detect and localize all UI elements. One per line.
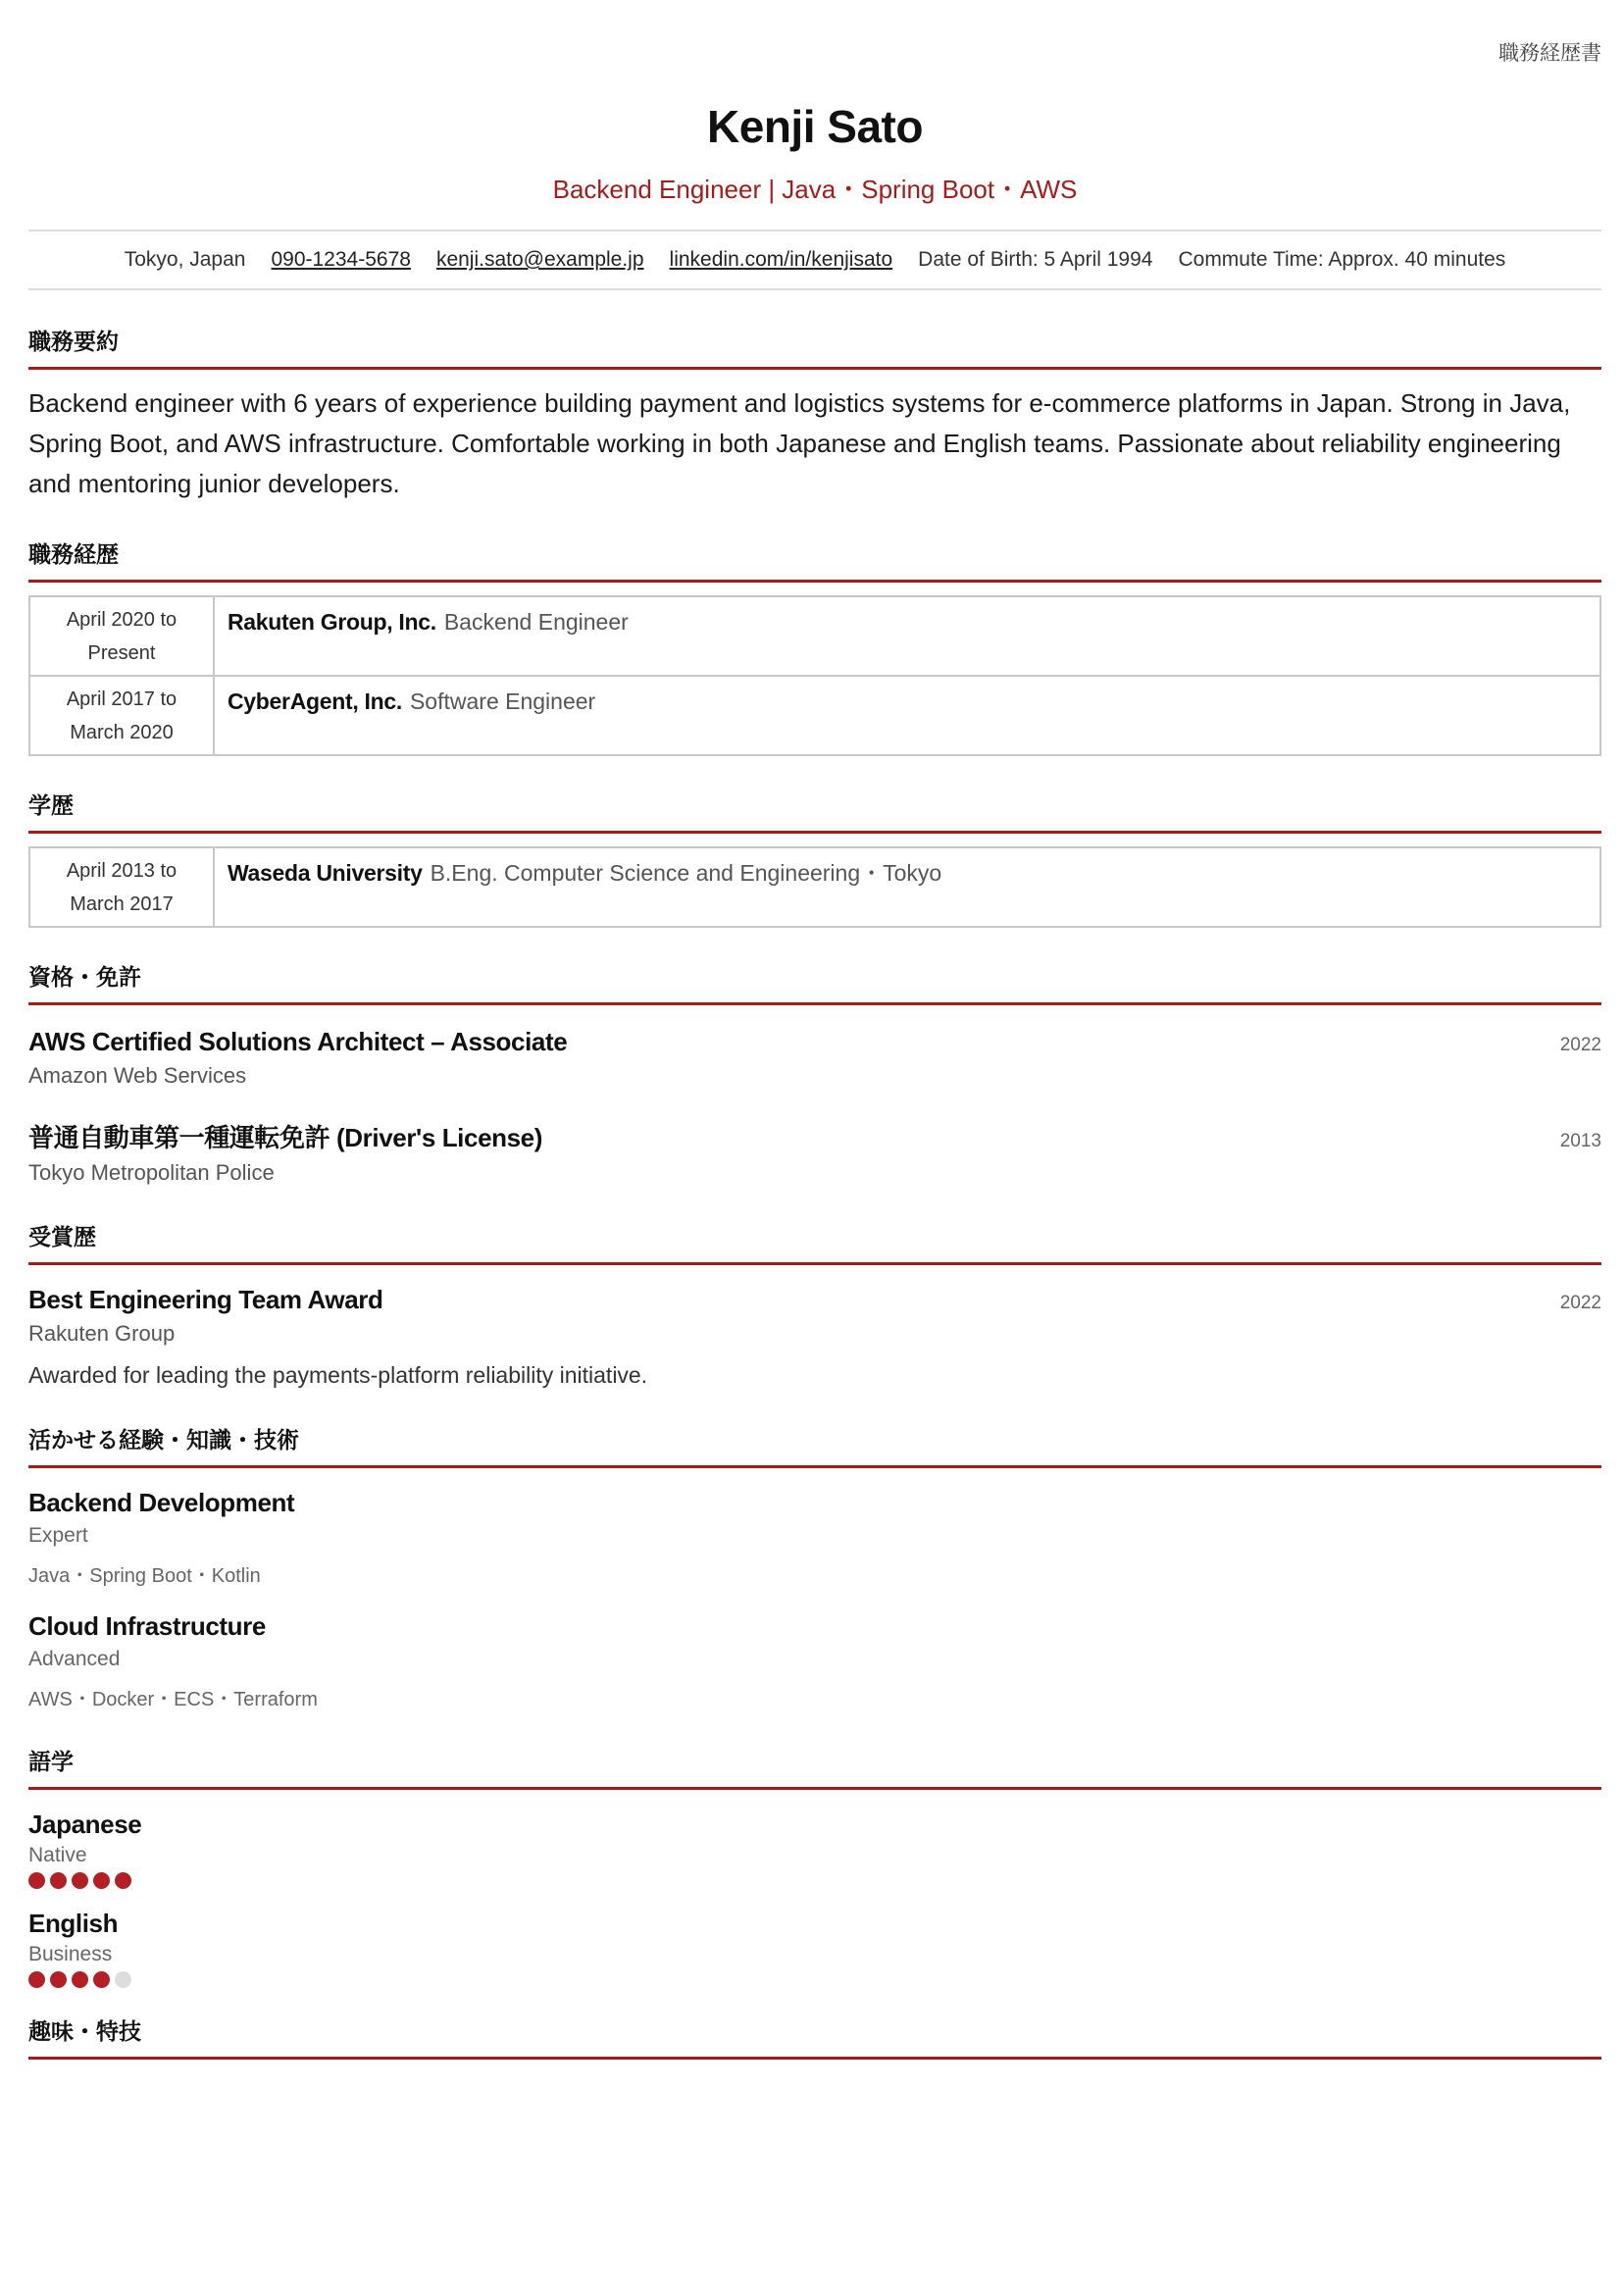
contact-bar: [28, 229, 1601, 290]
skill-name: Backend Development: [28, 1488, 295, 1517]
location-text: Tokyo, Japan: [124, 248, 246, 271]
rating-dot-filled: [50, 1872, 67, 1889]
job-title: Backend Engineer: [443, 609, 629, 635]
list-item: [28, 1488, 1601, 1588]
rating-dot-filled: [28, 1872, 45, 1889]
award-description: Awarded for leading the payments-platform reliability initiative.: [28, 1362, 648, 1388]
skill-level: Expert: [28, 1524, 88, 1547]
skill-keywords: Java・Spring Boot・Kotlin: [28, 1565, 261, 1587]
award-name: Best Engineering Team Award: [28, 1285, 383, 1314]
award-year: 2022: [1559, 1293, 1601, 1313]
summary-section: [28, 328, 1601, 504]
work-detail-cell: [214, 596, 1600, 676]
date-end: March 2017: [70, 893, 174, 915]
rating-dot-empty: [115, 1971, 131, 1988]
rating-dot-filled: [93, 1971, 110, 1988]
language-name: Japanese: [28, 1810, 142, 1839]
education-table: [28, 846, 1601, 928]
table-row: [29, 676, 1600, 755]
award-issuer: Rakuten Group: [28, 1321, 176, 1346]
school-name: Waseda University: [228, 860, 423, 886]
section-title-certifications: 資格・免許: [28, 963, 1601, 1005]
date-end: March 2020: [70, 722, 174, 743]
work-date-cell: [29, 596, 214, 676]
rating-dot-filled: [50, 1971, 67, 1988]
section-title-education: 学歴: [28, 791, 1601, 834]
resume-header: [28, 0, 1601, 206]
work-history-section: [28, 540, 1601, 756]
interests-section: [28, 2017, 1601, 2060]
languages-section: [28, 1748, 1601, 1988]
table-row: [29, 847, 1600, 927]
date-of-birth-text: Date of Birth: 5 April 1994: [918, 248, 1153, 271]
rating-dot-filled: [93, 1872, 110, 1889]
certification-year: 2013: [1559, 1131, 1601, 1151]
awards-section: [28, 1223, 1601, 1389]
rating-dot-filled: [72, 1872, 88, 1889]
company-name: CyberAgent, Inc.: [228, 688, 402, 714]
work-detail-cell: [214, 676, 1600, 755]
phone-link[interactable]: 090-1234-5678: [271, 248, 411, 271]
section-title-languages: 語学: [28, 1748, 1601, 1790]
certification-issuer: Amazon Web Services: [28, 1063, 247, 1088]
skills-section: [28, 1426, 1601, 1711]
table-row: [29, 596, 1600, 676]
section-title-work-history: 職務経歴: [28, 540, 1601, 583]
certification-year: 2022: [1559, 1035, 1601, 1055]
certification-issuer: Tokyo Metropolitan Police: [28, 1160, 275, 1185]
section-title-skills: 活かせる経験・知識・技術: [28, 1426, 1601, 1468]
email-link[interactable]: kenji.sato@example.jp: [435, 248, 644, 271]
rating-dot-filled: [115, 1872, 131, 1889]
language-level: Native: [28, 1844, 87, 1866]
certification-name: 普通自動車第一種運転免許 (Driver's License): [28, 1123, 542, 1152]
summary-text: Backend engineer with 6 years of experience building payment and logistics systems for e-commerce platforms in Japan. Strong in Java, Spring Boot, and AWS infrastructure. Comfortable working in both Japanese and English teams. Passionate about reliability engineering and mentoring junior developers.: [28, 388, 1571, 498]
section-title-awards: 受賞歴: [28, 1223, 1601, 1265]
skill-name: Cloud Infrastructure: [28, 1611, 266, 1641]
list-item: [28, 1027, 1601, 1089]
work-date-cell: [29, 676, 214, 755]
commute-time-text: Commute Time: Approx. 40 minutes: [1178, 248, 1506, 271]
list-item: [28, 1810, 1601, 1889]
language-rating: [28, 1872, 1601, 1889]
certification-name: AWS Certified Solutions Architect – Associate: [28, 1027, 568, 1056]
linkedin-link[interactable]: linkedin.com/in/kenjisato: [669, 248, 893, 271]
section-title-summary: 職務要約: [28, 328, 1601, 370]
education-section: [28, 791, 1601, 928]
list-item: [28, 1611, 1601, 1711]
candidate-headline: Backend Engineer | Java・Spring Boot・AWS: [552, 175, 1078, 204]
work-history-table: [28, 595, 1601, 756]
rating-dot-filled: [72, 1971, 88, 1988]
job-title: Software Engineer: [409, 688, 596, 714]
date-start: April 2020 to: [66, 609, 178, 631]
date-end: Present: [87, 642, 156, 664]
language-rating: [28, 1971, 1601, 1988]
language-name: English: [28, 1909, 119, 1938]
resume-page: [28, 0, 1601, 2060]
education-date-cell: [29, 847, 214, 927]
section-title-interests: 趣味・特技: [28, 2017, 1601, 2060]
degree-text: B.Eng. Computer Science and Engineering・Tokyo: [430, 860, 942, 886]
date-start: April 2017 to: [66, 688, 178, 710]
education-detail-cell: [214, 847, 1600, 927]
date-start: April 2013 to: [66, 860, 178, 882]
list-item: [28, 1909, 1601, 1988]
rating-dot-filled: [28, 1971, 45, 1988]
skill-keywords: AWS・Docker・ECS・Terraform: [28, 1689, 318, 1710]
company-name: Rakuten Group, Inc.: [228, 609, 436, 635]
language-level: Business: [28, 1943, 113, 1965]
document-type-label: 職務経歴書: [1498, 42, 1601, 65]
candidate-name: Kenji Sato: [707, 101, 923, 152]
list-item: [28, 1285, 1601, 1389]
list-item: [28, 1118, 1601, 1186]
skill-level: Advanced: [28, 1648, 121, 1670]
certifications-section: [28, 963, 1601, 1186]
